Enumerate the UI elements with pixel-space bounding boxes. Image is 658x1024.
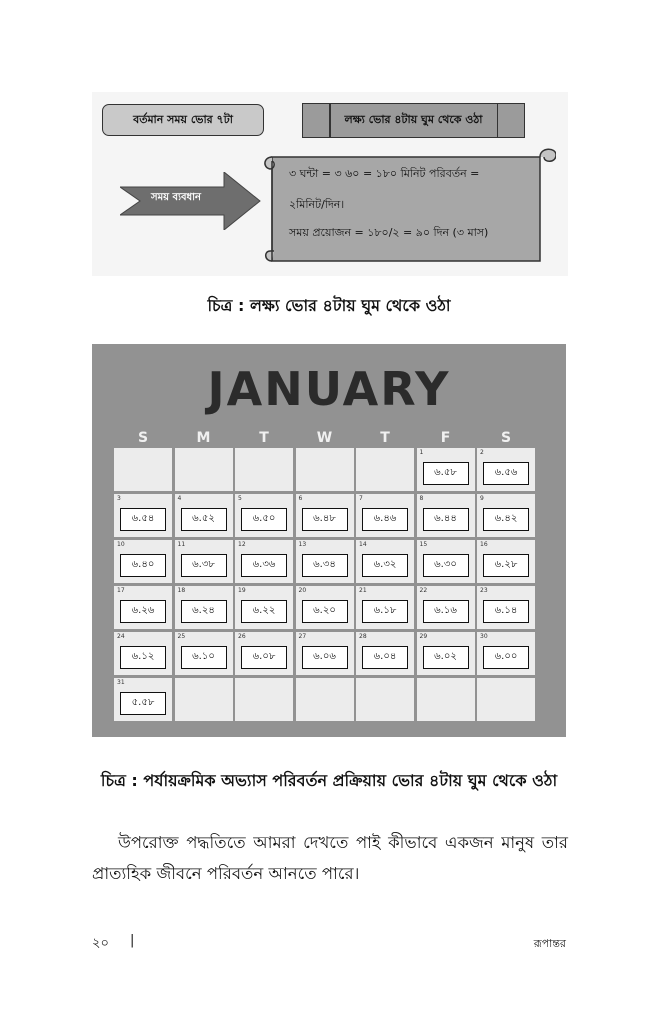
wake-time-box: ৬.০৪ xyxy=(362,646,408,669)
current-time-box: বর্তমান সময় ভোর ৭টা xyxy=(102,104,264,136)
page-number: ২০ xyxy=(92,936,109,951)
calendar-day-cell xyxy=(296,632,354,675)
calendar-day-cell xyxy=(477,632,535,675)
box-divider xyxy=(497,104,499,137)
day-number: 26 xyxy=(238,633,246,640)
target-time-label: লক্ষ্য ভোর ৪টায় ঘুম থেকে ওঠা xyxy=(344,113,483,126)
day-number: 24 xyxy=(117,633,125,640)
day-number: 23 xyxy=(480,587,488,594)
calendar-day-cell xyxy=(175,586,233,629)
wake-time-box: ৬.১৪ xyxy=(483,600,529,623)
day-number: 14 xyxy=(359,541,367,548)
calendar-month-title: JANUARY xyxy=(207,362,451,416)
weekday-header: T xyxy=(259,430,269,446)
wake-time-box: ৬.৫৮ xyxy=(423,462,469,485)
wake-time-box: ৬.৩৪ xyxy=(302,554,348,577)
wake-time-box: ৬.৪২ xyxy=(483,508,529,531)
calendar-day-cell xyxy=(356,632,414,675)
figure2-caption: চিত্র : পর্যায়ক্রমিক অভ্যাস পরিবর্তন প্রক্রিয়ায় ভোর ৪টায় ঘুম থেকে ওঠা xyxy=(100,771,558,790)
calendar-day-cell xyxy=(175,540,233,583)
calendar-day-cell xyxy=(296,586,354,629)
calendar-day-cell xyxy=(114,586,172,629)
wake-time-box: ৬.০৮ xyxy=(241,646,287,669)
wake-time-box: ৬.৫৬ xyxy=(483,462,529,485)
scroll-line-2: ২মিনিট/দিন। xyxy=(289,198,345,211)
wake-time-box: ৬.১০ xyxy=(181,646,227,669)
day-number: 15 xyxy=(419,541,428,548)
day-number: 3 xyxy=(117,495,121,502)
target-time-box xyxy=(302,103,525,138)
body-paragraph: উপরোক্ত পদ্ধতিতে আমরা দেখতে পাই কীভাবে একজন মানুষ তার প্রাত্যহিক জীবনে পরিবর্তন আনতে পারে। xyxy=(92,833,568,883)
wake-time-box: ৬.০২ xyxy=(423,646,469,669)
calendar-day-cell xyxy=(417,678,475,721)
calendar-day-cell xyxy=(175,494,233,537)
calendar-day-cell xyxy=(296,494,354,537)
day-number: 20 xyxy=(298,587,307,594)
wake-time-box: ৬.৪৮ xyxy=(302,508,348,531)
wake-time-box: ৬.৪০ xyxy=(120,554,166,577)
calendar-day-cell xyxy=(356,586,414,629)
day-number: 11 xyxy=(177,541,186,548)
running-title: রূপান্তর xyxy=(533,937,566,950)
calendar-day-cell xyxy=(114,632,172,675)
day-number: 1 xyxy=(419,449,424,456)
footer-separator: | xyxy=(130,933,135,948)
calendar-figure xyxy=(92,344,566,737)
day-number: 12 xyxy=(238,541,246,548)
calendar-day-cell xyxy=(477,586,535,629)
wake-time-box: ৬.৪৬ xyxy=(362,508,408,531)
day-number: 6 xyxy=(298,495,303,502)
scroll-line-1: ৩ ঘন্টা = ৩ ৬০ = ১৮০ মিনিট পরিবর্তন = xyxy=(289,167,480,180)
day-number: 2 xyxy=(480,449,484,456)
day-number: 30 xyxy=(480,633,488,640)
day-number: 10 xyxy=(117,541,125,548)
day-number: 22 xyxy=(419,587,428,594)
weekday-header: F xyxy=(440,430,451,446)
day-number: 27 xyxy=(298,633,307,640)
calendar-day-cell xyxy=(235,586,293,629)
day-number: 13 xyxy=(298,541,307,548)
wake-time-box: ৬.৫২ xyxy=(181,508,227,531)
calendar-day-cell xyxy=(417,632,475,675)
day-number: 19 xyxy=(238,587,246,594)
day-number: 7 xyxy=(359,495,363,502)
weekday-header: S xyxy=(500,430,512,446)
day-number: 17 xyxy=(117,587,125,594)
calendar-day-cell xyxy=(235,632,293,675)
calendar-day-cell xyxy=(356,678,414,721)
weekday-header: T xyxy=(380,430,390,446)
calendar-day-cell xyxy=(235,448,293,491)
wake-time-box: ৬.২৪ xyxy=(181,600,227,623)
day-number: 8 xyxy=(419,495,424,502)
calendar-day-cell xyxy=(417,586,475,629)
calendar-day-cell xyxy=(477,678,535,721)
wake-time-box: ৫.৫৮ xyxy=(120,692,166,715)
calendar-day-cell xyxy=(114,540,172,583)
calendar-day-cell xyxy=(235,540,293,583)
calendar-day-cell xyxy=(175,632,233,675)
calendar-day-cell xyxy=(175,678,233,721)
day-number: 16 xyxy=(480,541,488,548)
calendar-day-cell xyxy=(417,540,475,583)
weekday-header: S xyxy=(137,430,149,446)
scroll-line-3: সময় প্রয়োজন = ১৮০/২ = ৯০ দিন (৩ মাস) xyxy=(289,226,489,239)
wake-time-box: ৬.৪৪ xyxy=(423,508,469,531)
day-number: 25 xyxy=(177,633,186,640)
calendar-day-cell xyxy=(477,494,535,537)
calendar-day-cell xyxy=(114,448,172,491)
wake-time-box: ৬.০৬ xyxy=(302,646,348,669)
day-number: 28 xyxy=(359,633,367,640)
wake-time-box: ৬.৩৬ xyxy=(241,554,287,577)
calendar-day-cell xyxy=(356,540,414,583)
wake-time-box: ৬.২০ xyxy=(302,600,348,623)
figure1-caption: চিত্র : লক্ষ্য ভোর ৪টায় ঘুম থেকে ওঠা xyxy=(207,296,451,315)
day-number: 5 xyxy=(238,495,242,502)
wake-time-box: ৬.৩৮ xyxy=(181,554,227,577)
calendar-day-cell xyxy=(114,678,172,721)
wake-time-box: ৬.১৬ xyxy=(423,600,469,623)
calendar-day-cell xyxy=(477,448,535,491)
calendar-day-cell xyxy=(235,678,293,721)
wake-time-box: ৬.১২ xyxy=(120,646,166,669)
calendar-day-cell xyxy=(235,494,293,537)
wake-time-box: ৬.৩০ xyxy=(423,554,469,577)
calendar-day-cell xyxy=(356,448,414,491)
weekday-header: M xyxy=(196,430,211,446)
calendar-day-cell xyxy=(114,494,172,537)
wake-time-box: ৬.২২ xyxy=(241,600,287,623)
calendar-day-cell xyxy=(417,448,475,491)
day-number: 4 xyxy=(177,495,182,502)
calendar-day-cell xyxy=(296,540,354,583)
wake-time-box: ৬.০০ xyxy=(483,646,529,669)
box-divider xyxy=(329,104,331,137)
day-number: 18 xyxy=(177,587,186,594)
time-gap-label: সময় ব্যবধান xyxy=(150,192,202,203)
wake-time-box: ৬.৫৪ xyxy=(120,508,166,531)
wake-time-box: ৬.২৬ xyxy=(120,600,166,623)
day-number: 29 xyxy=(419,633,428,640)
figure-time-gap xyxy=(92,92,568,276)
calendar-day-cell xyxy=(356,494,414,537)
calendar-day-cell xyxy=(296,448,354,491)
calendar-day-cell xyxy=(417,494,475,537)
wake-time-box: ৬.২৮ xyxy=(483,554,529,577)
calendar-day-cell xyxy=(477,540,535,583)
calendar-day-cell xyxy=(175,448,233,491)
day-number: 9 xyxy=(480,495,484,502)
calendar-day-cell xyxy=(296,678,354,721)
day-number: 31 xyxy=(117,679,125,686)
weekday-header: W xyxy=(316,430,333,446)
wake-time-box: ৬.৫০ xyxy=(241,508,287,531)
wake-time-box: ৬.১৮ xyxy=(362,600,408,623)
wake-time-box: ৬.৩২ xyxy=(362,554,408,577)
day-number: 21 xyxy=(359,587,367,594)
